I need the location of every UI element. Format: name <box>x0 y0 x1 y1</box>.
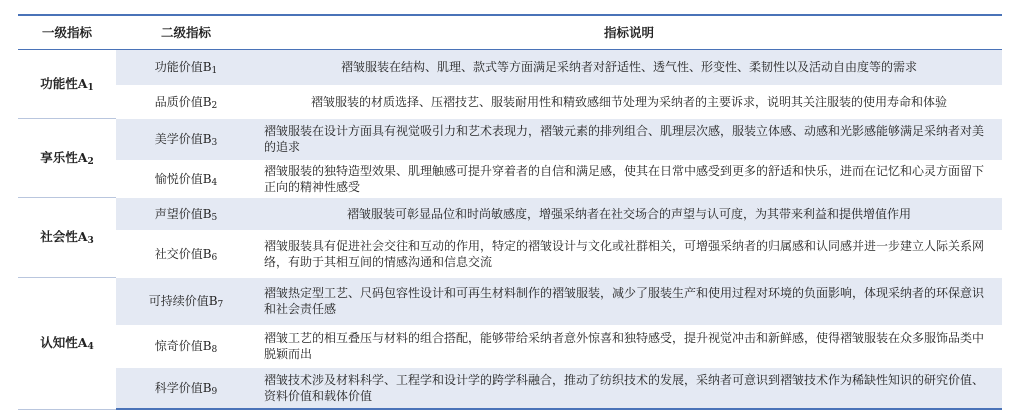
indicator-description: 褶皱服装可彰显品位和时尚敏感度，增强采纳者在社交场合的声望与认可度，为其带来利益和提供增值作用 <box>256 197 1002 230</box>
level1-indicator: 功能性$A_1$ <box>18 49 116 118</box>
level2-indicator: 科学价值$B_9$ <box>116 367 256 409</box>
level2-indicator: 声望价值$B_5$ <box>116 197 256 230</box>
indicator-description: 褶皱工艺的相互叠压与材料的组合搭配，能够带给采纳者意外惊喜和独特感受，提升视觉冲击和新鲜感，使得褶皱服装在众多服饰品类中脱颖而出 <box>256 325 1002 367</box>
table-header-row <box>18 15 1002 49</box>
indicator-description: 褶皱服装在设计方面具有视觉吸引力和艺术表现力，褶皱元素的排列组合、肌理层次感，服装立体感、动感和光影感能够满足采纳者对美的追求 <box>256 118 1002 160</box>
level2-indicator: 功能价值$B_1$ <box>116 49 256 85</box>
indicator-description: 褶皱服装在结构、肌理、款式等方面满足采纳者对舒适性、透气性、形变性、柔韧性以及活动自由度等的需求 <box>256 49 1002 85</box>
level1-indicator: 认知性$A_4$ <box>18 277 116 409</box>
level2-indicator: 愉悦价值$B_4$ <box>116 160 256 197</box>
header-level2: 二级指标 <box>116 15 256 49</box>
header-description: 指标说明 <box>256 15 1002 49</box>
indicator-description: 褶皱服装具有促进社会交往和互动的作用，特定的褶皱设计与文化或社群相关，可增强采纳者的归属感和认同感并进一步建立人际关系网络，有助于其相互间的情感沟通和信息交流 <box>256 230 1002 277</box>
level2-indicator: 美学价值$B_3$ <box>116 118 256 160</box>
table-row <box>18 367 1002 409</box>
table-row <box>18 277 1002 325</box>
header-level1: 一级指标 <box>18 15 116 49</box>
level2-indicator: 惊奇价值$B_8$ <box>116 325 256 367</box>
level1-indicator: 享乐性$A_2$ <box>18 118 116 197</box>
table-row <box>18 197 1002 230</box>
table-row <box>18 85 1002 118</box>
table-row <box>18 118 1002 160</box>
table-row <box>18 49 1002 85</box>
indicator-table <box>18 14 1002 410</box>
level1-indicator: 社会性$A_3$ <box>18 197 116 277</box>
level2-indicator: 社交价值$B_6$ <box>116 230 256 277</box>
indicator-description: 褶皱服装的独特造型效果、肌理触感可提升穿着者的自信和满足感，使其在日常中感受到更多的舒适和快乐，进而在记忆和心灵方面留下正向的精神性感受 <box>256 160 1002 197</box>
level2-indicator: 品质价值$B_2$ <box>116 85 256 118</box>
level2-indicator: 可持续价值$B_7$ <box>116 277 256 325</box>
table-row <box>18 160 1002 197</box>
indicator-description: 褶皱热定型工艺、尺码包容性设计和可再生材料制作的褶皱服装，减少了服装生产和使用过程对环境的负面影响，体现采纳者的环保意识和社会责任感 <box>256 277 1002 325</box>
table-row <box>18 325 1002 367</box>
table-row <box>18 230 1002 277</box>
indicator-description: 褶皱技术涉及材料科学、工程学和设计学的跨学科融合，推动了纺织技术的发展，采纳者可意识到褶皱技术作为稀缺性知识的研究价值、资料价值和载体价值 <box>256 367 1002 409</box>
indicator-description: 褶皱服装的材质选择、压褶技艺、服装耐用性和精致感细节处理为采纳者的主要诉求，说明其关注服装的使用寿命和体验 <box>256 85 1002 118</box>
indicator-table-container <box>18 14 1002 410</box>
